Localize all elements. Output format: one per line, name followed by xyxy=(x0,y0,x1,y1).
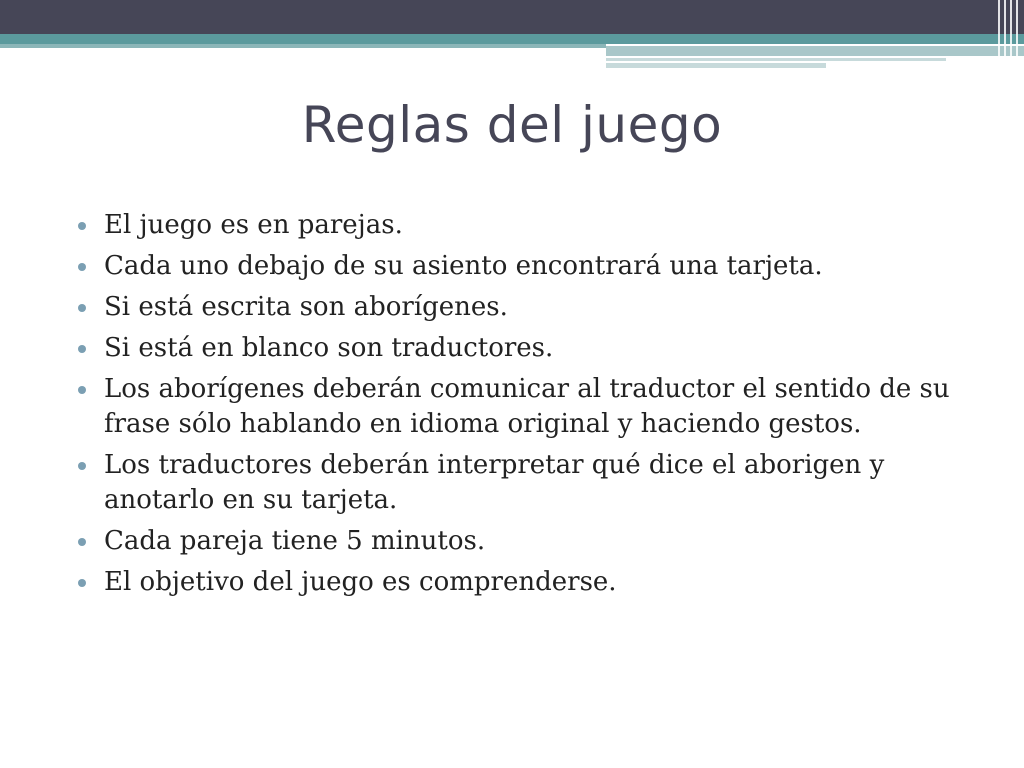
bullet-item xyxy=(76,249,976,284)
bullet-text: El objetivo del juego es comprenderse. xyxy=(104,567,617,597)
bullet-list xyxy=(76,208,976,606)
header-stripe-right-1 xyxy=(606,46,1024,56)
bullet-dot-icon xyxy=(78,222,86,230)
bullet-item xyxy=(76,331,976,366)
bullet-dot-icon xyxy=(78,386,86,394)
bullet-text: Cada uno debajo de su asiento encontrará una tarjeta. xyxy=(104,251,823,281)
bullet-text: Los aborígenes deberán comunicar al traductor el sentido de su frase sólo hablando en idioma original y haciendo gestos. xyxy=(104,374,950,439)
header-stripe-left xyxy=(0,44,606,48)
bullet-dot-icon xyxy=(78,304,86,312)
bullet-item xyxy=(76,524,976,559)
bullet-dot-icon xyxy=(78,462,86,470)
bullet-dot-icon xyxy=(78,538,86,546)
header-stripe-right-2 xyxy=(606,58,946,61)
bullet-item xyxy=(76,290,976,325)
bullet-dot-icon xyxy=(78,263,86,271)
bullet-text: Cada pareja tiene 5 minutos. xyxy=(104,526,486,556)
header-stripe-right-3 xyxy=(606,63,826,68)
bullet-text: Si está escrita son aborígenes. xyxy=(104,292,508,322)
header-bar-teal xyxy=(0,34,1024,44)
header-vertical-lines xyxy=(994,0,1024,68)
bullet-dot-icon xyxy=(78,345,86,353)
bullet-item xyxy=(76,565,976,600)
bullet-dot-icon xyxy=(78,579,86,587)
bullet-item xyxy=(76,448,976,518)
slide-title: Reglas del juego xyxy=(301,96,723,154)
bullet-text: Si está en blanco son traductores. xyxy=(104,333,554,363)
header-bar-dark xyxy=(0,0,1024,34)
bullet-item xyxy=(76,372,976,442)
bullet-item xyxy=(76,208,976,243)
bullet-text: El juego es en parejas. xyxy=(104,210,403,240)
bullet-text: Los traductores deberán interpretar qué dice el aborigen y anotarlo en su tarjeta. xyxy=(104,450,885,515)
